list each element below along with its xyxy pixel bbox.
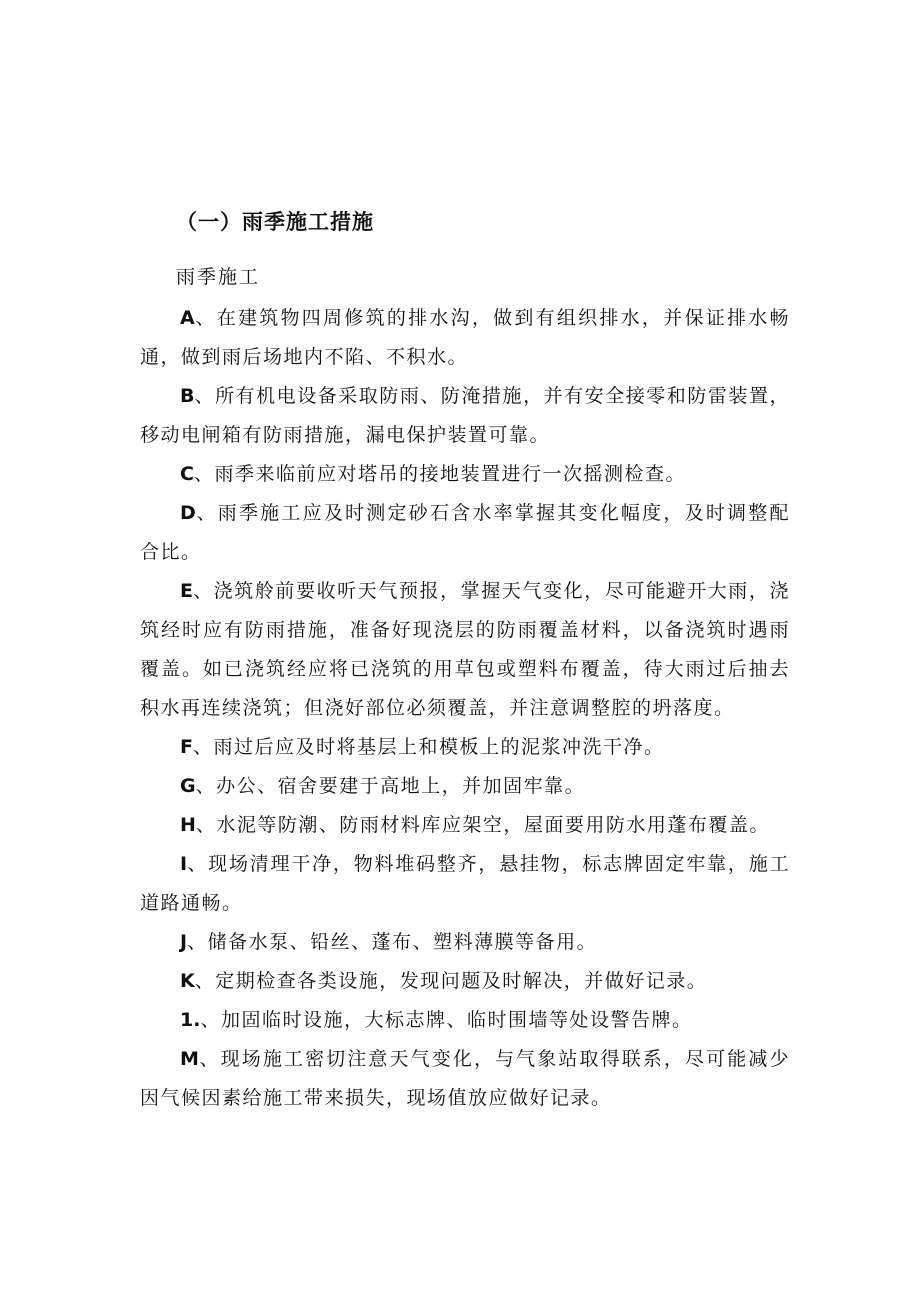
measure-item-h: H、水泥等防潮、防雨材料库应架空，屋面要用防水用蓬布覆盖。: [180, 814, 770, 836]
measure-item-g: G、办公、宿舍要建于高地上，并加固牢靠。: [180, 775, 586, 797]
measure-item-e: E、浇筑舲前要收听天气预报，掌握天气变化，尽可能避开大雨，浇筑经时应有防雨措施，准备好现浇层的防雨覆盖材料，以备浇筑时遇雨覆盖。如已浇筑经应将已浇筑的用草包或塑料布覆盖，待大雨过后抽去积水再连续浇筑；但浇好部位必须覆盖，并注意调整腔的坍落度。: [140, 580, 790, 719]
item-text: 浇筑舲前要收听天气预报，掌握天气变化，尽可能避开大雨，浇筑经时应有防雨措施，准备好现浇层的防雨覆盖材料，以备浇筑时遇雨覆盖。如已浇筑经应将已浇筑的用草包或塑料布覆盖，待大雨过后抽去积水再连续浇筑；但浇好部位必须覆盖，并注意调整腔的坍落度。: [140, 580, 790, 719]
measure-item-k: K、定期检查各类设施，发现问题及时解决，并做好记录。: [180, 970, 708, 992]
item-tag: B: [180, 385, 195, 407]
item-text: 所有机电设备采取防雨、防淹措施，并有安全接零和防雷装置，移动电闸箱有防雨措施，漏电保护装置可靠。: [140, 385, 790, 446]
item-tag: K: [180, 970, 195, 992]
item-tag: 1.: [180, 1009, 201, 1031]
item-tag: I: [180, 853, 188, 875]
measure-item-b: B、所有机电设备采取防雨、防淹措施，并有安全接零和防雷装置，移动电闸箱有防雨措施，漏电保护装置可靠。: [140, 385, 790, 446]
item-text: 水泥等防潮、防雨材料库应架空，屋面要用防水用蓬布覆盖。: [216, 814, 770, 836]
measure-item-f: F、雨过后应及时将基层上和模板上的泥浆冲洗干净。: [180, 736, 665, 758]
item-text: 雨季来临前应对塔吊的接地装置进行一次摇测检查。: [214, 463, 686, 485]
item-text: 雨季施工应及时测定砂石含水率掌握其变化幅度，及时调整配合比。: [140, 502, 790, 563]
measure-item-c: C、雨季来临前应对塔吊的接地装置进行一次摇测检查。: [180, 463, 686, 485]
item-tag: C: [180, 463, 194, 485]
item-tag: D: [180, 502, 196, 524]
item-text: 现场施工密切注意天气变化，与气象站取得联系，尽可能减少因气候因素给施工带来损失，现场值放应做好记录。: [140, 1048, 790, 1109]
item-text: 定期检查各类设施，发现问题及时解决，并做好记录。: [215, 970, 708, 992]
item-text: 在建筑物四周修筑的排水沟，做到有组织排水，并保证排水畅通，做到雨后场地内不陷、不积水。: [140, 307, 790, 368]
item-tag: A: [180, 307, 195, 329]
item-tag: G: [180, 775, 196, 797]
item-text: 现场清理干净，物料堆码整齐，悬挂物，标志牌固定牢靠，施工道路通畅。: [140, 853, 790, 914]
item-text: 雨过后应及时将基层上和模板上的泥浆冲洗干净。: [213, 736, 665, 758]
measure-item-l: 1.、加固临时设施，大标志牌、临时围墙等处设警告牌。: [180, 1009, 693, 1031]
measures-list: [140, 299, 790, 1118]
measure-item-a: A、在建筑物四周修筑的排水沟，做到有组织排水，并保证排水畅通，做到雨后场地内不陷、不积水。: [140, 307, 790, 368]
measure-item-i: I、现场清理干净，物料堆码整齐，悬挂物，标志牌固定牢靠，施工道路通畅。: [140, 853, 790, 914]
subsection-title: 雨季施工: [176, 266, 261, 288]
section-heading: （一）雨季施工措施: [176, 210, 374, 234]
item-text: 加固临时设施，大标志牌、临时围墙等处设警告牌。: [220, 1009, 693, 1031]
measure-item-d: D、雨季施工应及时测定砂石含水率掌握其变化幅度，及时调整配合比。: [140, 502, 790, 563]
item-tag: E: [180, 580, 193, 602]
item-text: 储备水泵、铅丝、蓬布、塑料薄膜等备用。: [207, 931, 598, 953]
item-tag: J: [180, 931, 188, 953]
measure-item-j: J、储备水泵、铅丝、蓬布、塑料薄膜等备用。: [180, 931, 598, 953]
item-text: 办公、宿舍要建于高地上，并加固牢靠。: [216, 775, 586, 797]
item-tag: M: [180, 1048, 199, 1070]
item-tag: H: [180, 814, 196, 836]
item-tag: F: [180, 736, 193, 758]
measure-item-m: M、现场施工密切注意天气变化，与气象站取得联系，尽可能减少因气候因素给施工带来损失，现场值放应做好记录。: [140, 1048, 790, 1109]
